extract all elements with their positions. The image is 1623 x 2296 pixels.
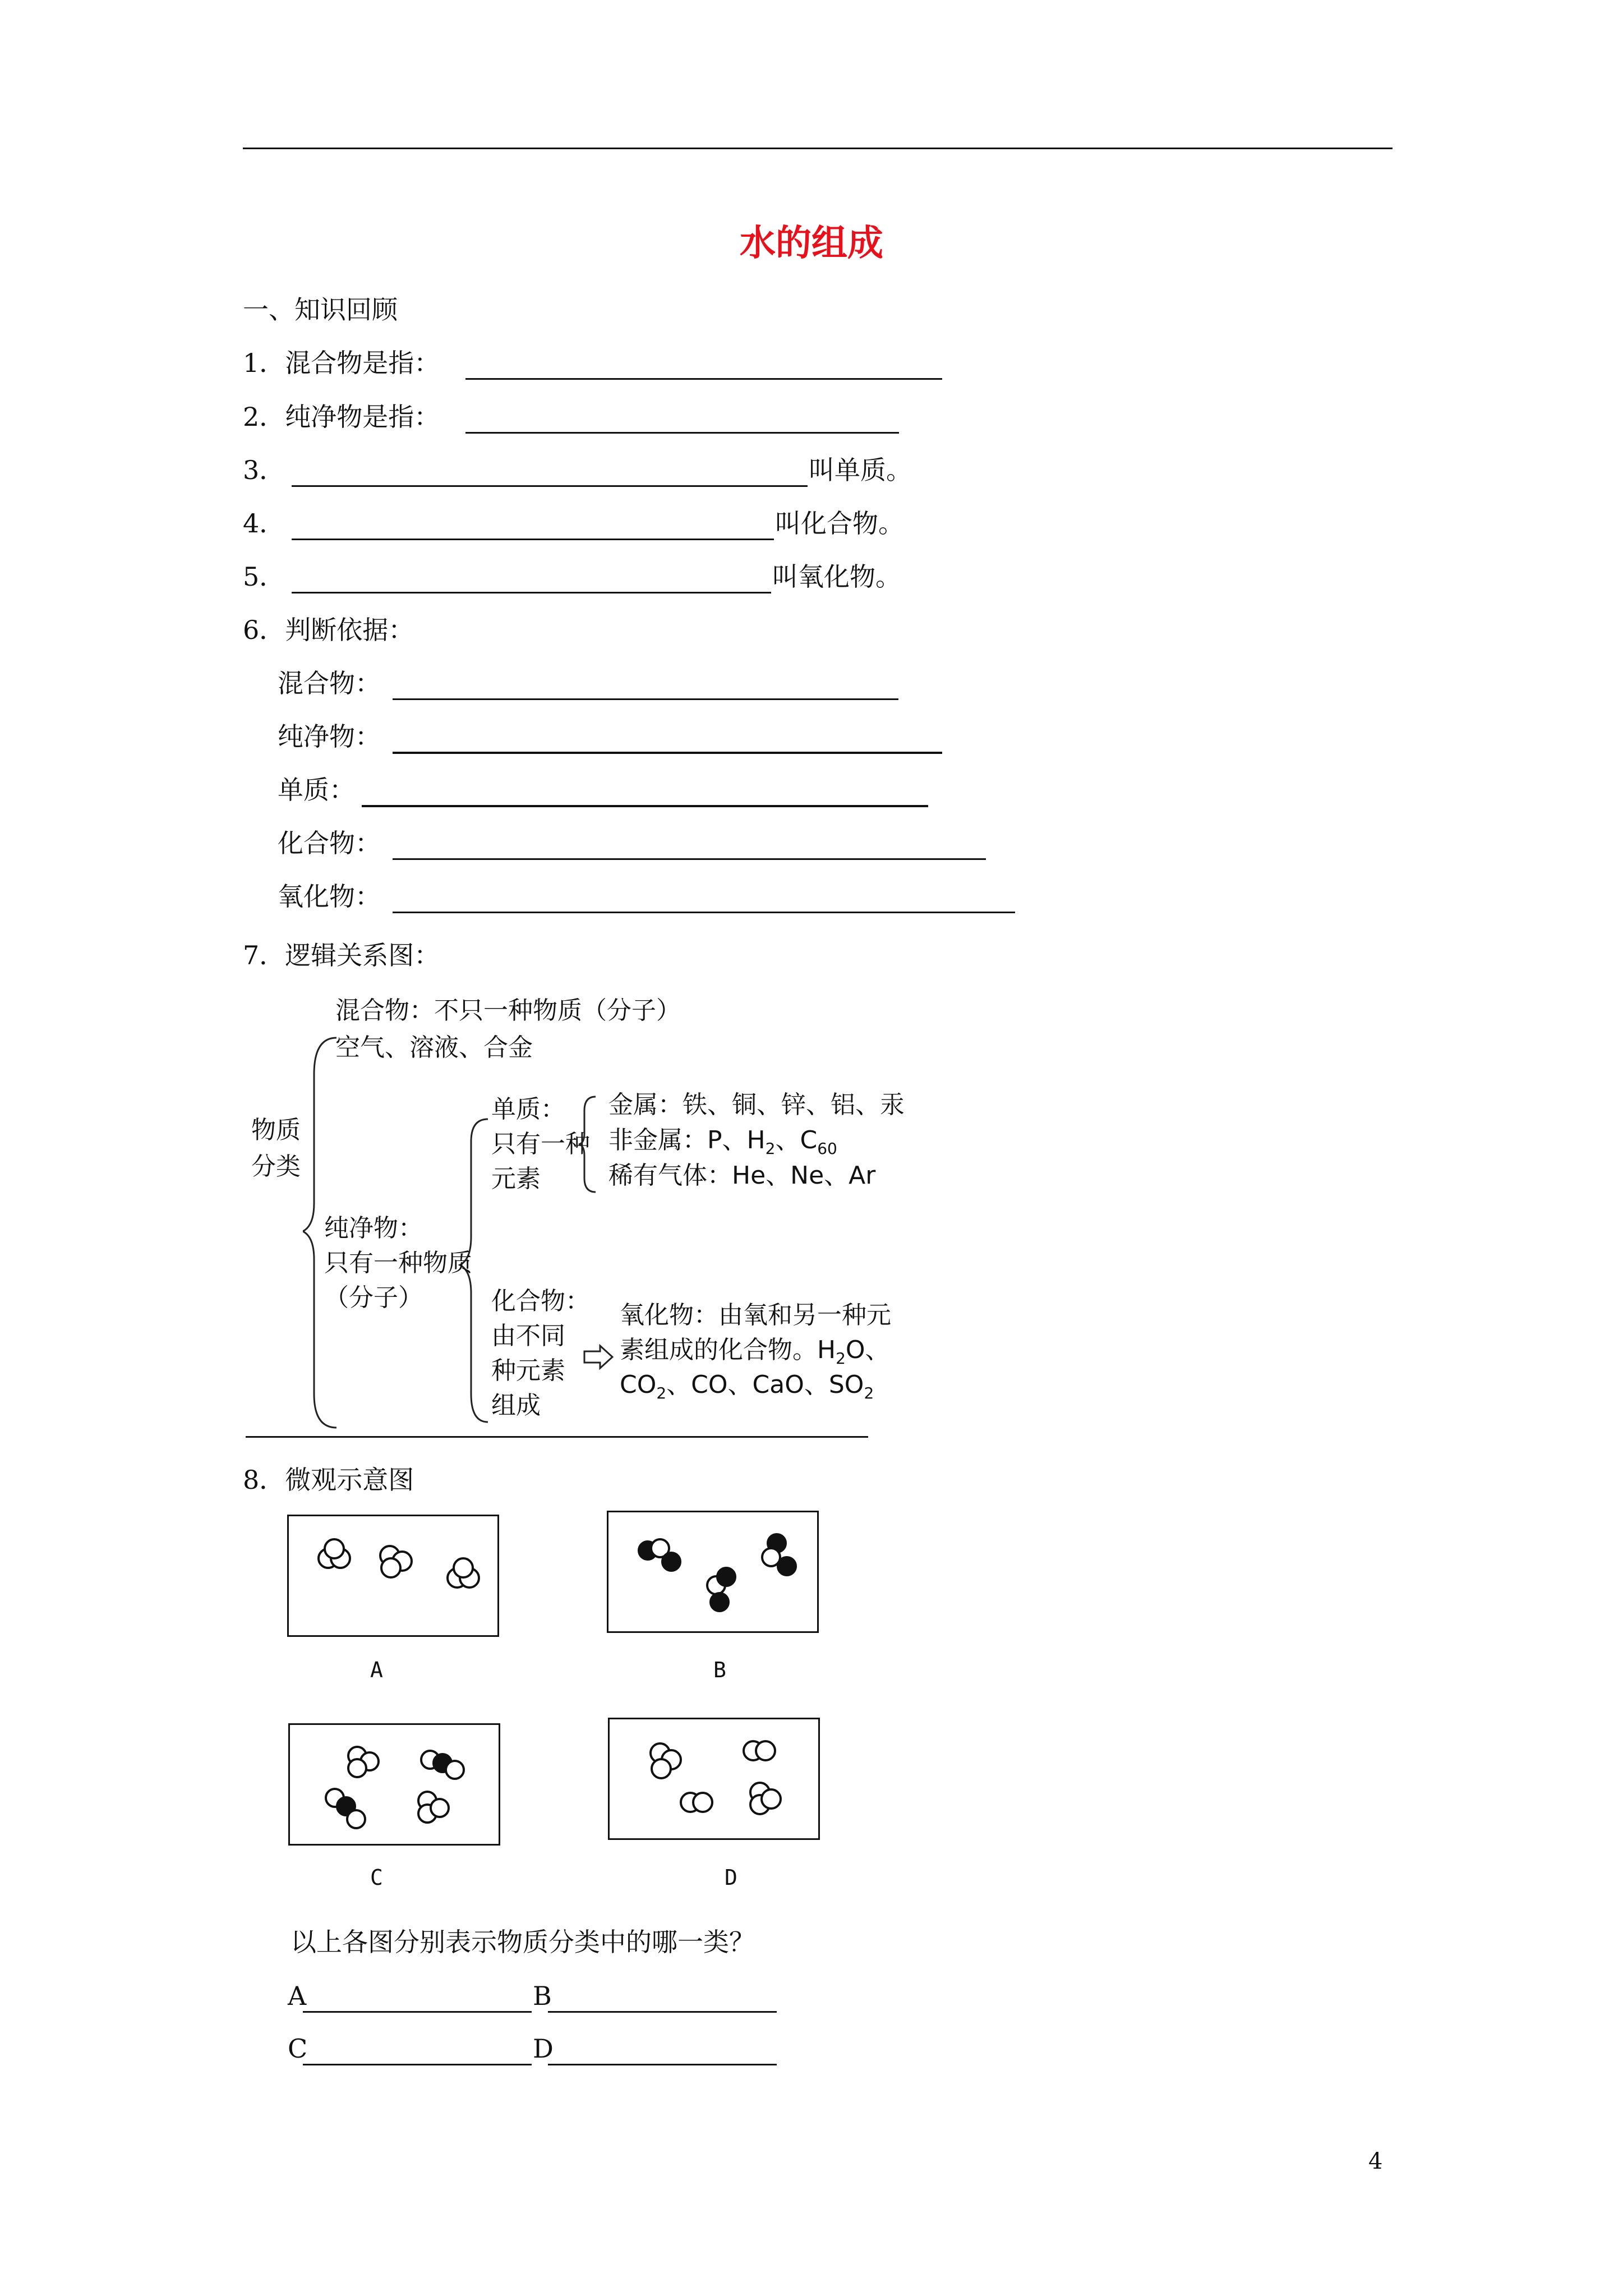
question-3-number: 3． (243, 455, 285, 485)
molecules-b (608, 1512, 817, 1631)
page-title: 水的组成 (740, 222, 883, 264)
micro-diagram-b (607, 1511, 819, 1633)
question-7-heading: 7．逻辑关系图： (243, 940, 440, 970)
answer-blank-d[interactable] (548, 2064, 777, 2065)
answer-label-c: C (288, 2033, 308, 2064)
answer-blank-5[interactable] (292, 592, 771, 593)
answer-blank-1[interactable] (465, 378, 942, 380)
answer-label-a: A (288, 1981, 307, 2011)
answer-blank-c[interactable] (303, 2064, 532, 2065)
criterion-mixture-label: 混合物： (278, 668, 381, 698)
compound-line2: 由不同 (491, 1322, 565, 1350)
nonmetal-examples: 非金属：P、$H_2$、$C_{60}$ (608, 1126, 837, 1158)
compound-line1: 化合物： (491, 1287, 590, 1315)
mixture-examples: 空气、溶液、合金 (335, 1033, 533, 1062)
element-line2: 只有一种 (491, 1130, 590, 1158)
criterion-mixture-blank[interactable] (393, 698, 898, 700)
compound-line3: 种元素 (491, 1356, 565, 1385)
criterion-compound-label: 化合物： (278, 828, 381, 858)
question-5-number: 5． (243, 562, 285, 592)
question-5-tail: 叫氧化物。 (772, 562, 901, 592)
classification-question: 以上各图分别表示物质分类中的哪一类？ (291, 1927, 755, 1957)
molecules-c (290, 1725, 499, 1844)
page-number: 4 (1368, 2148, 1383, 2174)
criterion-pure-blank[interactable] (393, 752, 942, 754)
criterion-element-blank[interactable] (362, 805, 928, 807)
answer-blank-3[interactable] (292, 485, 808, 487)
diagram-label-a: A (370, 1658, 383, 1682)
question-8-heading: 8．微观示意图 (243, 1465, 414, 1495)
header-rule (243, 148, 1393, 149)
compound-line4: 组成 (491, 1391, 541, 1420)
micro-diagram-d (608, 1718, 820, 1840)
diagram-label-b: B (713, 1658, 726, 1682)
root-label-line1: 物质 (251, 1116, 301, 1144)
micro-diagram-a (287, 1515, 499, 1637)
answer-blank-2[interactable] (465, 432, 899, 434)
diagram-bottom-rule (246, 1436, 868, 1438)
criterion-element-label: 单质： (278, 775, 355, 805)
question-1: 1．混合物是指： (243, 348, 440, 378)
criterion-oxide-blank[interactable] (393, 912, 1015, 913)
pure-substance-line2: 只有一种物质 (324, 1249, 472, 1277)
metal-examples: 金属：铁、铜、锌、铝、汞 (608, 1091, 905, 1119)
molecules-a (289, 1516, 497, 1635)
mixture-definition: 混合物：不只一种物质（分子） (335, 996, 681, 1025)
diagram-label-c: C (370, 1865, 383, 1890)
root-label-line2: 分类 (251, 1152, 301, 1181)
section-heading: 一、知识回顾 (243, 295, 398, 325)
molecules-d (610, 1719, 818, 1838)
answer-blank-4[interactable] (292, 539, 774, 540)
element-line3: 元素 (491, 1165, 541, 1193)
answer-blank-b[interactable] (548, 2011, 777, 2013)
arrow-right-icon (583, 1343, 615, 1370)
element-brace (578, 1094, 600, 1195)
element-line1: 单质： (491, 1095, 565, 1124)
question-3-tail: 叫单质。 (809, 455, 912, 485)
question-6-heading: 6．判断依据： (243, 615, 414, 645)
answer-label-d: D (533, 2033, 554, 2064)
pure-substance-line1: 纯净物： (324, 1214, 423, 1243)
criterion-compound-blank[interactable] (393, 858, 986, 860)
criterion-pure-label: 纯净物： (278, 721, 381, 752)
diagram-label-d: D (725, 1865, 737, 1890)
oxide-line2: 素组成的化合物。$H_2O$、 (620, 1336, 890, 1368)
question-2: 2．纯净物是指： (243, 402, 440, 432)
criterion-oxide-label: 氧化物： (278, 881, 381, 912)
micro-diagram-c (288, 1723, 500, 1846)
oxide-line3: $CO_2$、CO、CaO、$SO_2$ (620, 1370, 874, 1402)
answer-blank-a[interactable] (303, 2011, 532, 2013)
answer-label-b: B (533, 1981, 552, 2011)
question-4-tail: 叫化合物。 (775, 508, 904, 539)
question-4-number: 4． (243, 508, 285, 539)
pure-substance-line3: （分子） (324, 1283, 423, 1312)
oxide-line1: 氧化物：由氧和另一种元 (620, 1301, 891, 1329)
noble-gas-examples: 稀有气体：He、Ne、Ar (608, 1161, 876, 1190)
